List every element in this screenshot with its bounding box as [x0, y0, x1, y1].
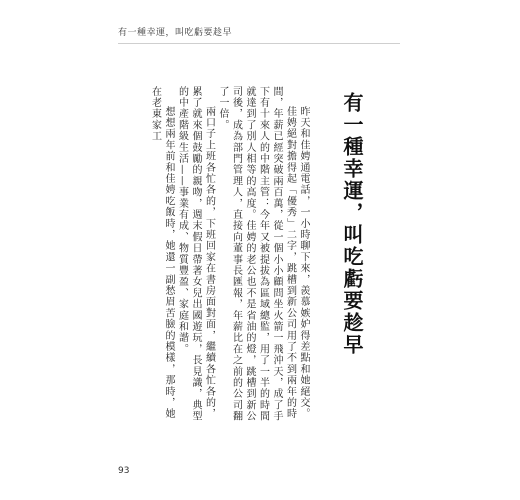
chapter-title: 有一種幸運，叫吃虧要趁早 — [340, 92, 364, 356]
page-number: 93 — [118, 466, 130, 476]
paragraph-1: 昨天和佳娉通電話，一小時聊下來，羨慕嫉妒得差點和她絕交。 — [298, 106, 309, 420]
running-header: 有一種幸運，叫吃虧要趁早 — [118, 28, 233, 38]
paragraph-2: 佳娉絕對擔得起「優秀」二字，跳槽到新公司用了不到兩年的時間，年薪已經突破兩百萬，從一個小小顧問坐火箭一飛沖天，成了手下有十來人的中階主管：今年又被提拔為區域總監，用了一半的時間就達到了別人相等的高度。佳娉的老公也不是省油的燈，跳槽到新公司後，成為部門管理人，直接向董事長匯報，年薪比在之前的公司翻了一倍。 — [217, 86, 296, 422]
body-text — [120, 86, 310, 430]
header-rule — [118, 43, 400, 44]
paragraph-3: 兩口子上班各忙各的，下班回家在書房面對面，繼續各忙各的，累了就來個鼓勵的親吻，週末假日帶著女兒出國遊玩，長見識，典型的中產階級生活——事業有成、物質豐盈、家庭和諧。 — [176, 86, 215, 422]
paragraph-4: 想想兩年前和佳娉吃飯時，她還一副愁眉苦臉的模樣，那時，她在老東家工 — [149, 86, 174, 420]
